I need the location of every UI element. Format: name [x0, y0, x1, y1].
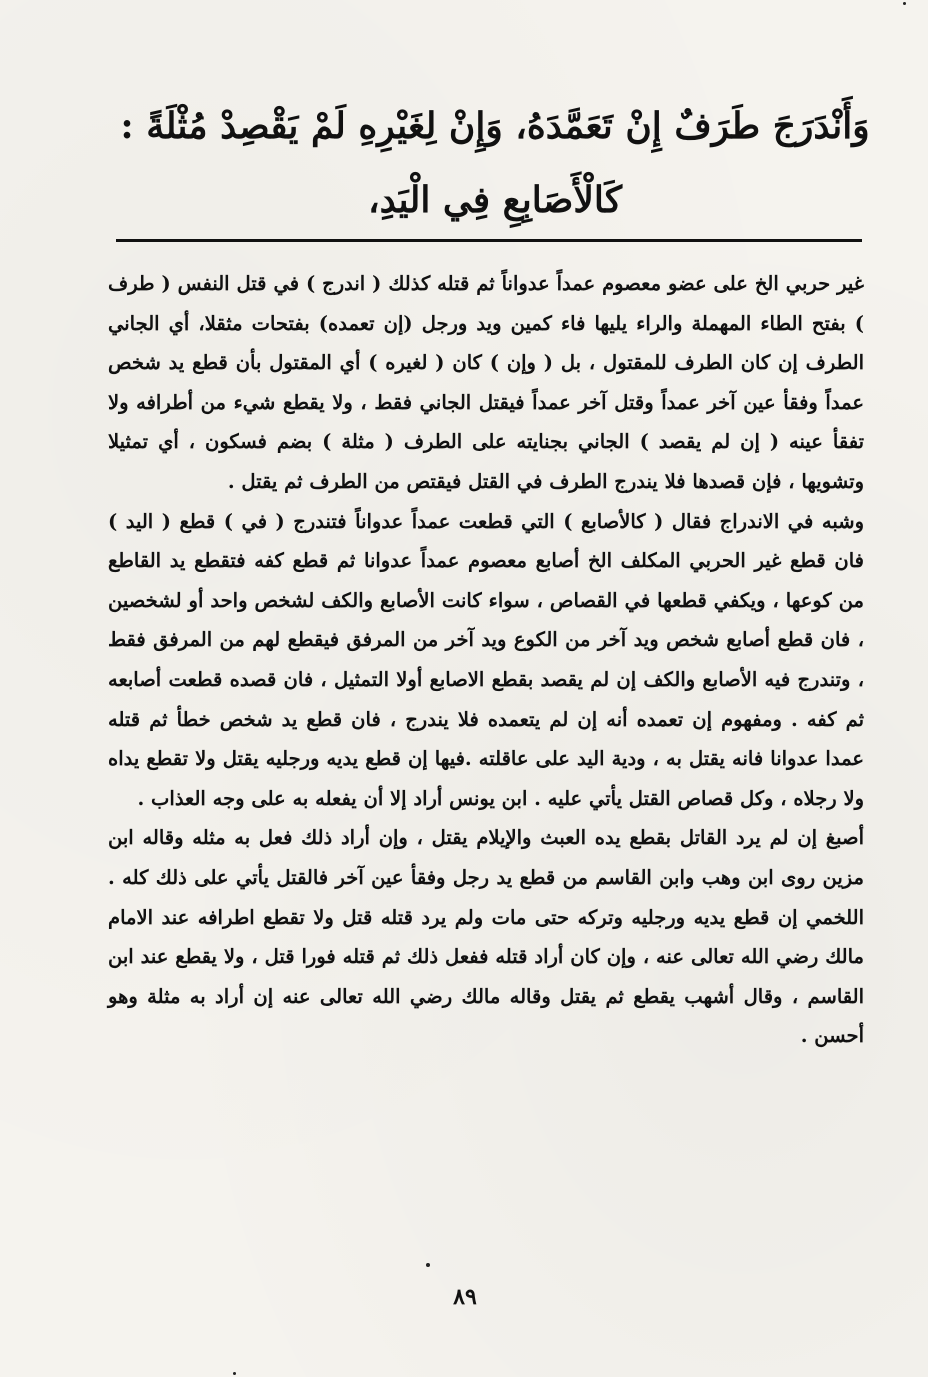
commentary-paragraph-1: غير حربي الخ على عضو معصوم عمداً عدواناً ثم قتله كذلك ( اندرج ) في قتل النفس ( طرف ) بفتح الطاء المهملة والراء يليها فاء كمين ويد ورجل (إن تعمده) بفتحات مثقلا، أي الجاني الطرف إن كان الطرف للمقتول ، بل ( وإن ) كان ( لغيره ) أي المقتول بأن قطع يد شخص عمداً وفقأ عين آخر عمداً وقتل آخر عمداً فيقتل الجاني فقط ، ولا يقطع شيء من أطرافه ولا تفقأ عينه ( إن لم يقصد ) الجاني بجنايته على الطرف ( مثلة ) بضم فسكون ، أي تمثيلا وتشويها ، فإن قصدها فلا يندرج الطرف في القتل فيقتص من الطرف ثم يقتل .: [108, 272, 864, 493]
print-speck: [903, 2, 906, 5]
print-speck: [233, 1372, 236, 1375]
print-speck: [426, 1263, 430, 1267]
separator-rule: [116, 239, 862, 242]
commentary-text: [108, 264, 864, 1056]
commentary-paragraph-3: أصبغ إن لم يرد القاتل بقطع يده العبث والإيلام يقتل ، وإن أراد ذلك فعل به مثله وقاله ابن مزين روى ابن وهب وابن القاسم من قطع يد رجل وفقأ عين آخر فالقتل يأتي على ذلك كله . اللخمي إن قطع يديه ورجليه وتركه حتى مات ولم يرد قتله قتل ولا تقطع اطرافه عند الامام مالك رضي الله تعالى عنه ، وإن كان أراد قتله ففعل ذلك ثم قتله فورا قتل ، ولا يقطع عند ابن القاسم ، وقال أشهب يقطع ثم يقتل وقاله مالك رضي الله تعالى عنه إن أراد به مثلة وهو أحسن .: [108, 826, 864, 1048]
commentary-paragraph-2: وشبه في الاندراج فقال ( كالأصابع ) التي قطعت عمداً عدواناً فتندرج ( في ) قطع ( اليد ) فان قطع غير الحربي المكلف الخ أصابع معصوم عمداً عدوانا ثم قطع كفه فتقطع يد القاطع من كوعها ، ويكفي قطعها في القصاص ، سواء كانت الأصابع والكف لشخص واحد أو لشخصين ، فان قطع أصابع شخص ويد آخر من الكوع ويد آخر من المرفق فيقطع لهم من المرفق فقط ، وتندرج فيه الأصابع والكف إن لم يقصد بقطع الاصابع أولا التمثيل ، فان قصده قطعت أصابعه ثم كفه . ومفهوم إن تعمده أنه إن لم يتعمده فلا يندرج ، فان قطع يد شخص خطأ ثم قتله عمدا عدوانا فانه يقتل به ، ودية اليد على عاقلته .فيها إن قطع يديه ورجليه يقتل ولا تقطع يداه ولا رجلاه ، وكل قصاص القتل يأتي عليه . ابن يونس أراد إلا أن يفعله به على وجه العذاب .: [108, 509, 864, 810]
page-number: ٨٩: [453, 1284, 477, 1310]
matn-line-2: كَالْأَصَابِعِ فِي الْيَدِ،: [368, 179, 622, 221]
matn-line-1: وَأَنْدَرَجَ طَرَفٌ إِنْ تَعَمَّدَهُ، وَإِنْ لِغَيْرِهِ لَمْ يَقْصِدْ مُثْلَةً :: [120, 105, 870, 147]
